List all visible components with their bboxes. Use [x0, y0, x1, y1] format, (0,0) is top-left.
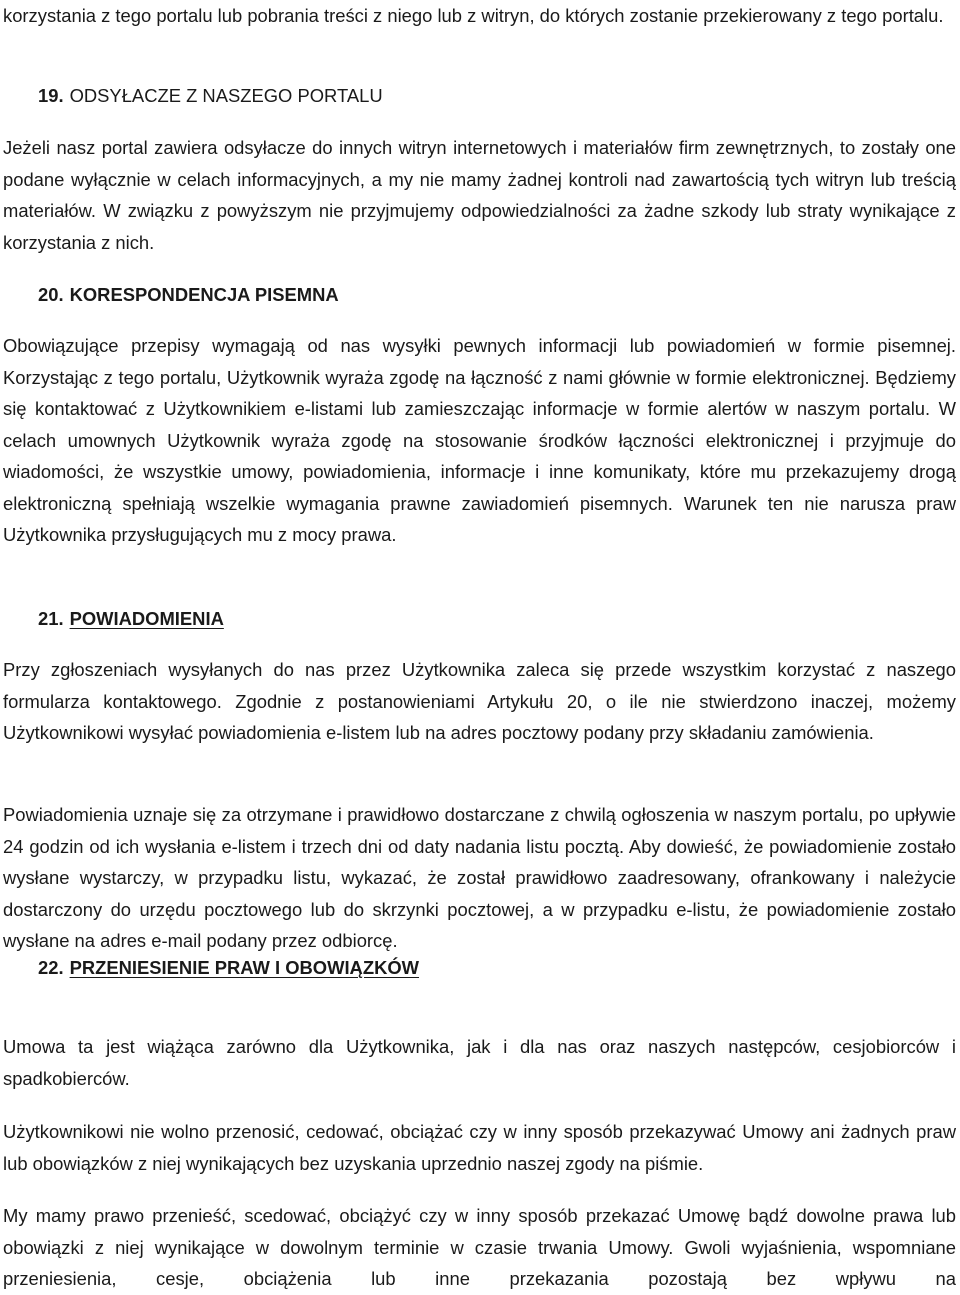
section-20-title: KORESPONDENCJA PISEMNA: [69, 284, 339, 305]
section-21-number: 21.: [38, 608, 64, 629]
intro-paragraph: korzystania z tego portalu lub pobrania treści z niego lub z witryn, do których zostanie przekierowany z tego portalu.: [3, 5, 944, 26]
section-19-number: 19.: [38, 85, 64, 106]
section-21-title: POWIADOMIENIA: [69, 608, 224, 629]
section-20-number: 20.: [38, 284, 64, 305]
section-19-heading: [3, 80, 383, 112]
section-22-paragraph-1: Umowa ta jest wiążąca zarówno dla Użytkownika, jak i dla nas oraz naszych następców, cesjobiorców i spadkobierców.: [3, 1036, 956, 1089]
section-21-paragraph-1: Przy zgłoszeniach wysyłanych do nas przez Użytkownika zaleca się przede wszystkim korzystać z naszego formularza kontaktowego. Zgodnie z postanowieniami Artykułu 20, o ile nie stwierdzono inaczej, możemy Użytkownikowi wysyłać powiadomienia e-listem lub na adres pocztowy podany przy składaniu zamówienia.: [3, 659, 956, 743]
section-22-heading: [3, 952, 419, 984]
section-22-paragraph-2: Użytkownikowi nie wolno przenosić, cedować, obciążać czy w inny sposób przekazywać Umowy ani żadnych praw lub obowiązków z niej wynikających bez uzyskania uprzednio naszej zgody na piśmie.: [3, 1121, 956, 1174]
section-20-paragraph: Obowiązujące przepisy wymagają od nas wysyłki pewnych informacji lub powiadomień w formie pisemnej. Korzystając z tego portalu, Użytkownik wyraża zgodę na łączność z nami głównie w formie elektronicznej. Będziemy się kontaktować z Użytkownikiem e-listami lub zamieszczając informacje w formie alertów w naszym portalu. W celach umownych Użytkownik wyraża zgodę na stosowanie środków łączności elektronicznej i przyjmuje do wiadomości, że wszystkie umowy, powiadomienia, informacje i inne komunikaty, które mu przekazujemy drogą elektroniczną spełniają wszelkie wymagania prawne zawiadomień pisemnych. Warunek ten nie narusza praw Użytkownika przysługujących mu z mocy prawa.: [3, 335, 956, 545]
section-22-number: 22.: [38, 957, 64, 978]
section-19-title: ODSYŁACZE Z NASZEGO PORTALU: [69, 85, 383, 106]
section-21-heading: [3, 603, 224, 635]
section-19-paragraph: Jeżeli nasz portal zawiera odsyłacze do innych witryn internetowych i materiałów firm zewnętrznych, to zostały one podane wyłącznie w celach informacyjnych, a my nie mamy żadnej kontroli nad zawartością tych witryn lub treścią materiałów. W związku z powyższym nie przyjmujemy odpowiedzialności za żadne szkody lub straty wynikające z korzystania z nich.: [3, 137, 956, 253]
section-22-title: PRZENIESIENIE PRAW I OBOWIĄZKÓW: [69, 957, 420, 978]
section-22-paragraph-3: My mamy prawo przenieść, scedować, obciążyć czy w inny sposób przekazać Umowę bądź dowolne prawa lub obowiązki z niej wynikające w dowolnym terminie w czasie trwania Umowy. Gwoli wyjaśnienia, wspomniane przeniesienia, cesje, obciążenia lub inne przekazania pozostają bez wpływu na: [3, 1205, 956, 1289]
section-21-paragraph-2: Powiadomienia uznaje się za otrzymane i prawidłowo dostarczane z chwilą ogłoszenia w naszym portalu, po upływie 24 godzin od ich wysłania e-listem i trzech dni od daty nadania listu pocztą. Aby dowieść, że powiadomienie zostało wysłane wystarczy, w przypadku listu, wykazać, że został prawidłowo zaadresowany, ofrankowany i należycie dostarczony do urzędu pocztowego lub do skrzynki pocztowej, a w przypadku e-listu, że powiadomienie zostało wysłane na adres e-mail podany przez odbiorcę.: [3, 804, 956, 951]
section-20-heading: [3, 279, 339, 311]
